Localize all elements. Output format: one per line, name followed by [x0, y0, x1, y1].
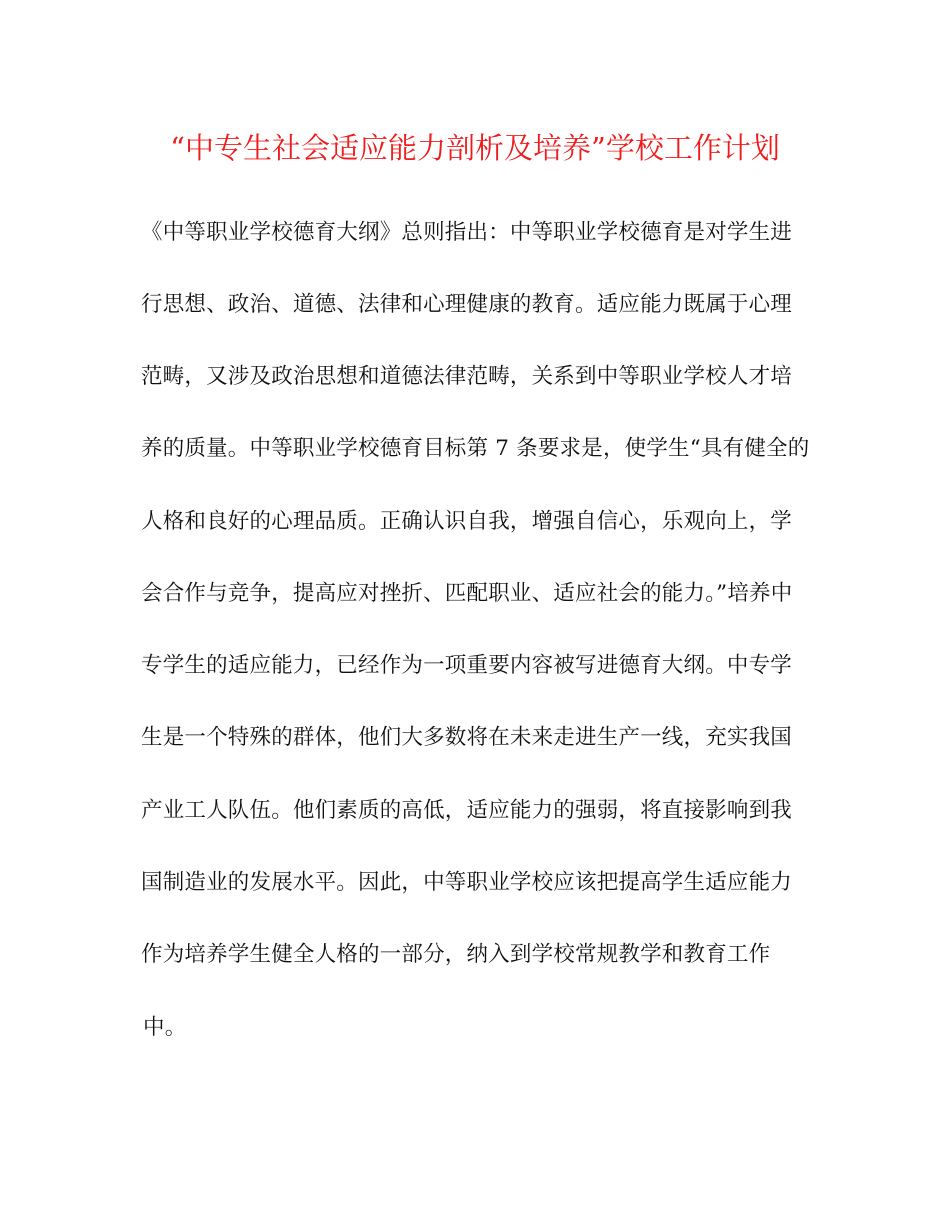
paragraph-line: 产业工人队伍。他们素质的高低，适应能力的强弱，将直接影响到我: [141, 798, 793, 823]
paragraph-line: 《中等职业学校德育大纲》总则指出：中等职业学校德育是对学生进: [141, 220, 793, 245]
document-title: “中专生社会适应能力剖析及培养”学校工作计划: [170, 131, 780, 165]
paragraph-line: 会合作与竞争，提高应对挫折、匹配职业、适应社会的能力。”培养中: [141, 581, 793, 606]
paragraph-line: 养的质量。中等职业学校德育目标第 7 条要求是，使学生“具有健全的: [141, 436, 810, 461]
paragraph-line: 中。: [143, 1015, 187, 1040]
paragraph-line: 国制造业的发展水平。因此，中等职业学校应该把提高学生适应能力: [141, 870, 793, 895]
paragraph-line: 行思想、政治、道德、法律和心理健康的教育。适应能力既属于心理: [141, 292, 793, 317]
paragraph-line: 作为培养学生健全人格的一部分，纳入到学校常规教学和教育工作: [141, 942, 771, 967]
paragraph-line: 范畴，又涉及政治思想和道德法律范畴，关系到中等职业学校人才培: [141, 364, 793, 389]
paragraph-line: 人格和良好的心理品质。正确认识自我，增强自信心，乐观向上，学: [141, 509, 793, 534]
paragraph-line: 生是一个特殊的群体，他们大多数将在未来走进生产一线，充实我国: [141, 725, 793, 750]
paragraph-line: 专学生的适应能力，已经作为一项重要内容被写进德育大纲。中专学: [141, 653, 793, 678]
